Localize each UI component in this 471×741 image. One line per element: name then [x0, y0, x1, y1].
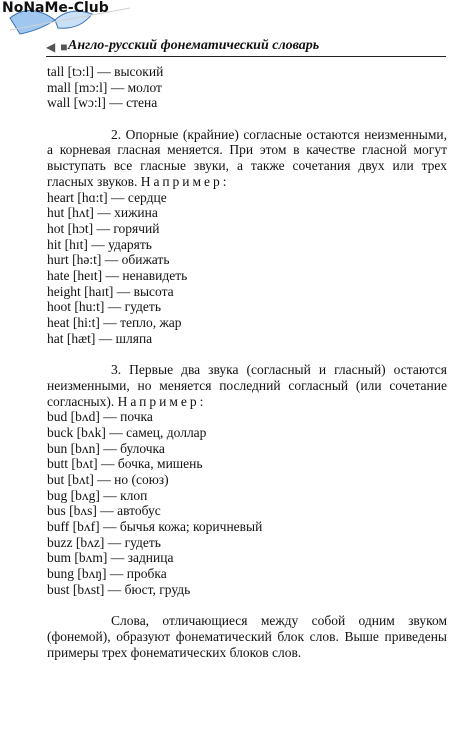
page-header	[46, 36, 446, 57]
entry: bum [bʌm] — задница	[47, 550, 174, 566]
entry: bung [bʌŋ] — пробка	[47, 566, 167, 582]
paragraph-4-text: Слова, отличающиеся между собой одним звуком (фонемой), образуют фонематический блок слов. Выше приведены примеры трех фонематических блоков слов.	[47, 613, 447, 660]
entry: height [haɪt] — высота	[47, 283, 174, 299]
entry: buzz [bʌz] — гудеть	[47, 534, 161, 550]
entry: butt [bʌt] — бочка, мишень	[47, 456, 203, 472]
entry: hit [hɪt] — ударять	[47, 236, 152, 252]
header-title: Англо-русский фонематический словарь	[68, 38, 320, 53]
entry: buff [bʌf] — бычья кожа; коричневый	[47, 519, 263, 535]
entry: wall [wɔ:l] — стена	[47, 95, 158, 111]
paragraph-4	[47, 613, 447, 660]
entry: tall [tɔ:l] — высокий	[47, 64, 164, 79]
entry: bus [bʌs] — автобус	[47, 503, 161, 519]
logo-text: NoNaMe-Club	[2, 0, 109, 16]
entry: heat [hi:t] — тепло, жар	[47, 315, 182, 331]
paragraph-3	[47, 362, 447, 409]
paragraph-3-text: 3. Первые два звука (согласный и гласный) остаются неизменными, но меняется последний согласный (или сочетание согласных).	[47, 362, 447, 409]
entry: hot [hɔt] — горячий	[47, 220, 160, 236]
entry: bun [bʌn] — булочка	[47, 440, 165, 456]
entry: heart [hɑ:t] — сердце	[47, 189, 167, 205]
entry: hurt [hə:t] — обижать	[47, 252, 170, 268]
paragraph-2-text: 2. Опорные (крайние) согласные остаются неизменными, а корневая гласная меняется. При этом в качестве гласной могут выступать все гласные звуки, а также сочетания двух или трех гласных звуков.	[47, 126, 447, 189]
entry: hate [heɪt] — ненавидеть	[47, 268, 188, 283]
paragraph-2	[47, 127, 447, 190]
page-body	[47, 64, 447, 660]
entry: hut [hʌt] — хижина	[47, 205, 158, 221]
entry: bug [bʌg] — клоп	[47, 487, 148, 503]
entry: hoot [hu:t] — гудеть	[47, 299, 161, 315]
entry: bust [bʌst] — бюст, грудь	[47, 581, 191, 597]
entry: mall [mɔ:l] — молот	[47, 79, 162, 95]
example-label: Например:	[140, 173, 230, 189]
entry: but [bʌt] — но (союз)	[47, 471, 169, 487]
example-label: Например:	[117, 393, 207, 409]
header-marks: ◀ ■	[46, 40, 69, 54]
entry: hat [hæt] — шляпа	[47, 330, 153, 346]
entry: buck [bʌk] — самец, доллар	[47, 424, 207, 440]
entry: bud [bʌd] — почка	[47, 409, 153, 425]
